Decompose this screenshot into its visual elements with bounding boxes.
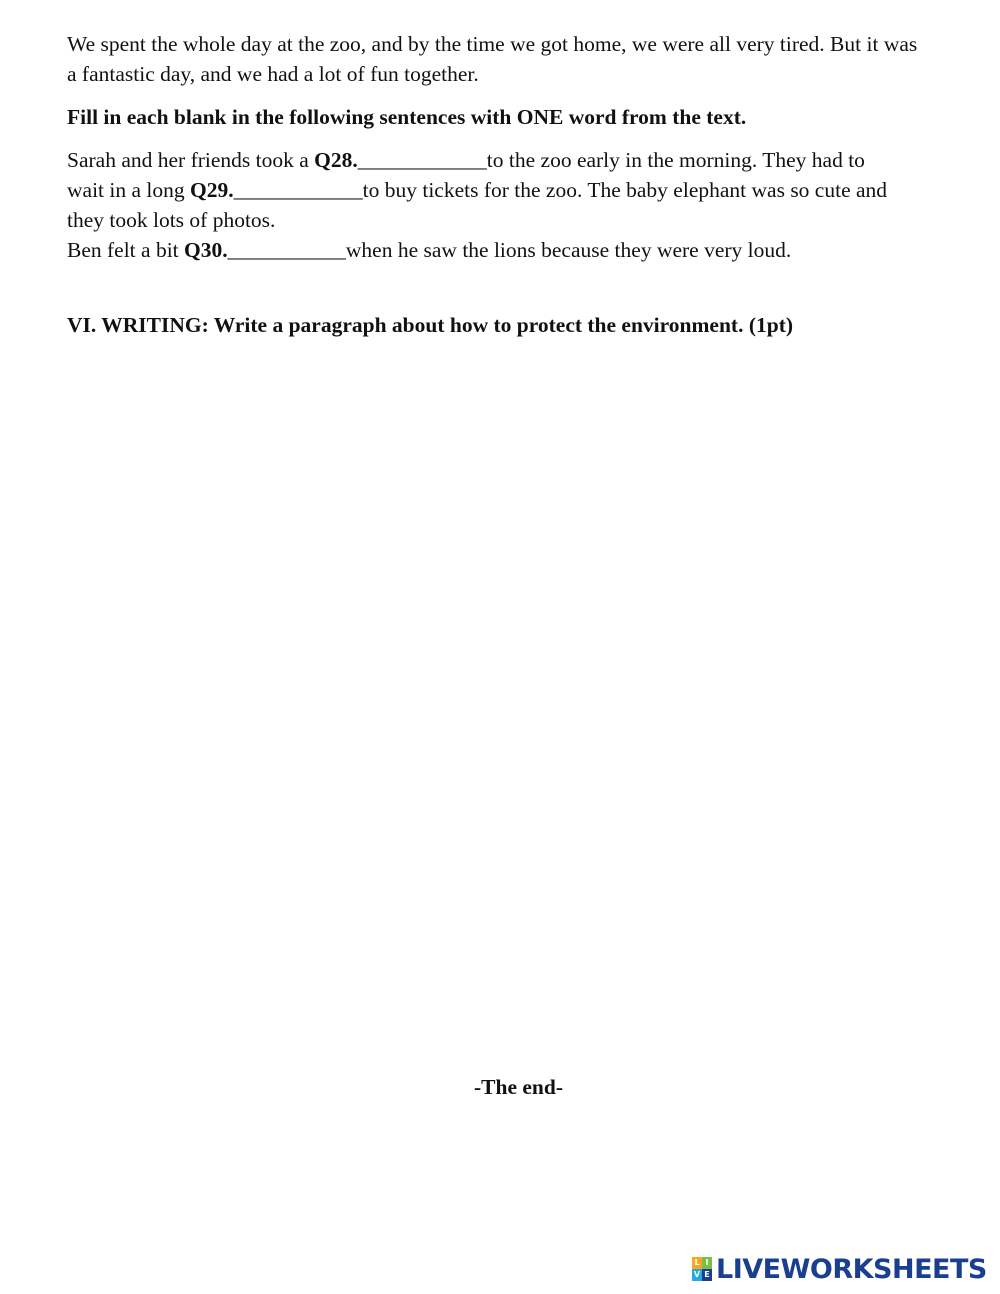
passage-line-1: We spent the whole day at the zoo, and by the time we got home, we were all very tired. But it was — [67, 32, 918, 56]
liveworksheets-logo-icon — [692, 1257, 712, 1281]
exercise-text: when he saw the lions because they were very loud. — [345, 238, 792, 262]
exercise-text: Sarah and her friends took a — [67, 148, 315, 172]
exercise-text: to buy tickets for the zoo. The baby elephant was so cute and — [362, 178, 888, 202]
liveworksheets-logo-text: LIVEWORKSHEETS — [716, 1253, 987, 1285]
answer-blank-q29[interactable]: ____________ — [233, 178, 363, 202]
exercise-line-2 — [67, 175, 887, 205]
writing-heading: VI. WRITING: Write a paragraph about how to protect the environment. (1pt) — [67, 313, 794, 337]
instruction-heading: Fill in each blank in the following sentences with ONE word from the text. — [67, 105, 747, 129]
exercise-text: wait in a long — [67, 178, 191, 202]
question-label-q29: Q29. — [190, 178, 234, 202]
logo-letter-i: I — [702, 1257, 712, 1269]
answer-blank-q28[interactable]: ____________ — [357, 148, 487, 172]
question-label-q30: Q30. — [184, 238, 228, 262]
liveworksheets-logo — [692, 1252, 987, 1286]
logo-letter-v: V — [693, 1270, 701, 1279]
logo-letter-e: E — [702, 1269, 712, 1281]
passage-line-2: a fantastic day, and we had a lot of fun together. — [67, 62, 479, 86]
exercise-line-4 — [67, 235, 791, 265]
question-label-q28: Q28. — [314, 148, 358, 172]
answer-blank-q30[interactable]: ___________ — [227, 238, 346, 262]
exercise-line-3: they took lots of photos. — [67, 208, 276, 232]
exercise-text: to the zoo early in the morning. They had to — [486, 148, 865, 172]
writing-answer-area[interactable] — [67, 350, 967, 1050]
the-end-label: -The end- — [474, 1075, 563, 1099]
exercise-text: Ben felt a bit — [67, 238, 185, 262]
exercise-line-1 — [67, 145, 865, 175]
logo-letter-l: L — [692, 1257, 702, 1269]
